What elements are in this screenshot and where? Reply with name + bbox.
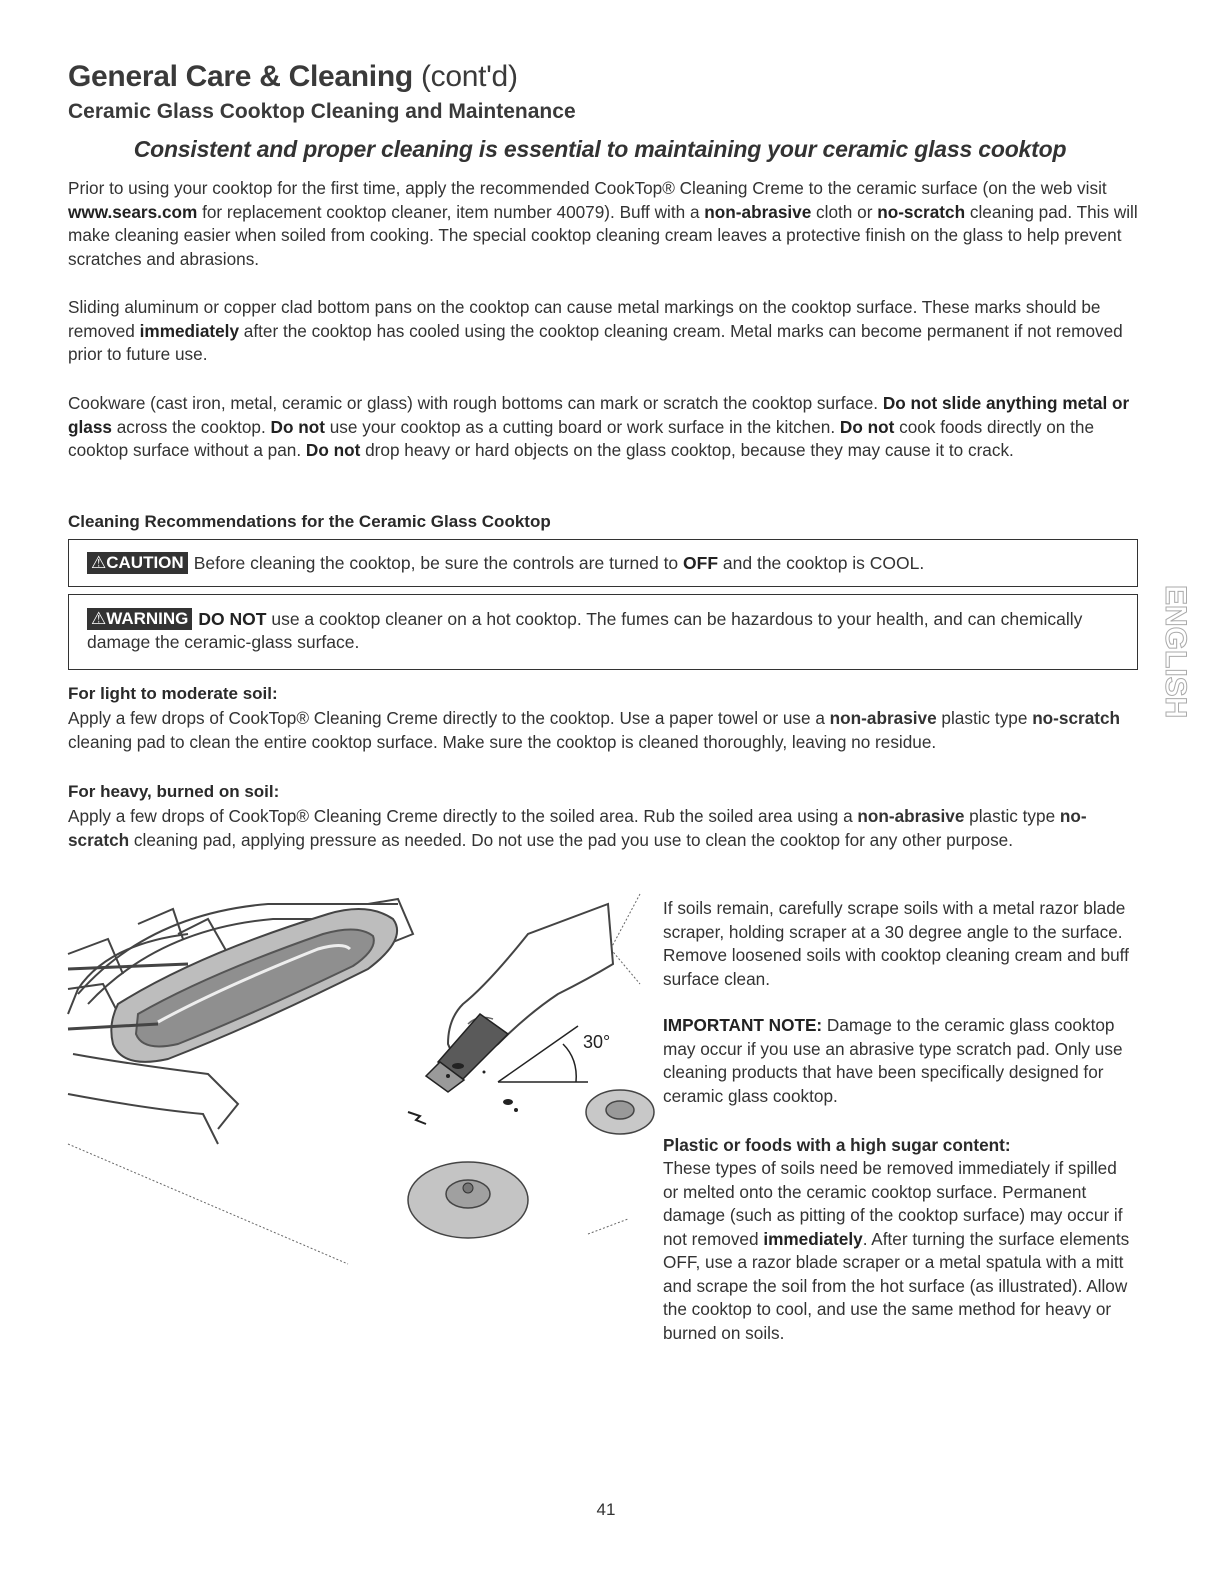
heavy-soil-heading: For heavy, burned on soil: [68,782,280,801]
scraper-illustration [68,894,640,1264]
page-number: 41 [596,1500,616,1519]
intro-paragraph-3: Cookware (cast iron, metal, ceramic or glass) with rough bottoms can mark or scratch the cooktop surface. Do not slide anything metal or glass across the cooktop. Do not use your cooktop as a cutting board or work surface in the kitchen. Do not cook foods directly on the cooktop surface without a pan. Do not drop heavy or hard objects on the glass cooktop, because they may cause it to crack. [68,393,1130,460]
counter-edge-top [608,894,640,954]
important-note: IMPORTANT NOTE: Damage to the ceramic glass cooktop may occur if you use an abrasive type scratch pad. Only use cleaning products that have been specifically designed for ceramic glass cooktop. [663,1015,1123,1106]
scraper-instructions: If soils remain, carefully scrape soils with a metal razor blade scraper, holding scraper at a 30 degree angle to the surface. Remove loosened soils with cooktop cleaning cream and buff surface clean. [663,898,1129,989]
page-title [68,60,518,94]
website-url: www.sears.com [68,201,198,222]
language-side-tab [1140,585,1192,719]
sugar-heading: Plastic or foods with a high sugar content: [663,1135,1011,1155]
light-soil-heading: For light to moderate soil: [68,684,278,703]
counter-edge-bottom [588,1219,628,1234]
caution-badge: ⚠CAUTION [87,552,188,574]
small-burner [586,1090,654,1134]
heavy-soil-text: Apply a few drops of CookTop® Cleaning Creme directly to the soiled area. Rub the soiled area using a non-abrasive plastic type no-scratch cleaning pad, applying pressure as needed. Do not use the pad you use to clean the cooktop for any other purpose. [68,806,1087,850]
sugar-text: These types of soils need be removed immediately if spilled or melted onto the ceramic cooktop surface. Permanent damage (such as pitting of the cooktop surface) may occur if not removed immediately. After turning the surface elements OFF, use a razor blade scraper or a metal spatula with a mitt and scrape the soil from the hot surface (as illustrated). Allow the cooktop to cool, and use the same method for heavy or burned on soils. [663,1158,1130,1343]
side-tab-label: ENGLISH [1159,585,1192,719]
light-soil-text: Apply a few drops of CookTop® Cleaning Creme directly to the cooktop. Use a paper towel or use a non-abrasive plastic type no-scratch cleaning pad to clean the entire cooktop surface. Make sure the cooktop is cleaned thoroughly, leaving no residue. [68,708,1121,752]
angle-indicator [498,1026,588,1082]
round-burner [408,1162,528,1238]
intro-paragraph-2: Sliding aluminum or copper clad bottom pans on the cooktop can cause metal markings on the cooktop surface. These marks should be removed immediately after the cooktop has cooled using the cooktop cleaning cream. Metal marks can become permanent if not removed prior to future use. [68,297,1123,364]
section-banner: Consistent and proper cleaning is essential to maintaining your ceramic glass cooktop [133,136,1067,162]
section-subtitle: Ceramic Glass Cooktop Cleaning and Maintenance [68,100,576,123]
title-suffix: (cont'd) [420,60,518,93]
cleaning-recommendations-heading: Cleaning Recommendations for the Ceramic Glass Cooktop [68,512,551,531]
warning-box: ⚠WARNING DO NOT use a cooktop cleaner on a hot cooktop. The fumes can be hazardous to your health, and can chemically damage the ceramic-glass surface. [68,594,1138,670]
counter-edge-left [68,1144,348,1264]
intro-paragraph-1: Prior to using your cooktop for the first time, apply the recommended CookTop® Cleaning Creme to the ceramic surface (on the web visit www.sears.com for replacement cooktop cleaner, item number 40079). Buff with a non-abrasive cloth or no-scratch cleaning pad. This will make cleaning easier when soiled from cooking. The special cooktop cleaning cream leaves a protective finish on the glass to help prevent scratches and abrasions. [68,178,1138,269]
caution-box: ⚠CAUTION Before cleaning the cooktop, be sure the controls are turned to OFF and the cooktop is COOL. [68,539,1138,587]
warning-badge: ⚠WARNING [87,608,192,630]
title-text: General Care & Cleaning [68,60,413,93]
angle-label: 30° [583,1032,611,1052]
cooktop-grates [68,899,413,1144]
